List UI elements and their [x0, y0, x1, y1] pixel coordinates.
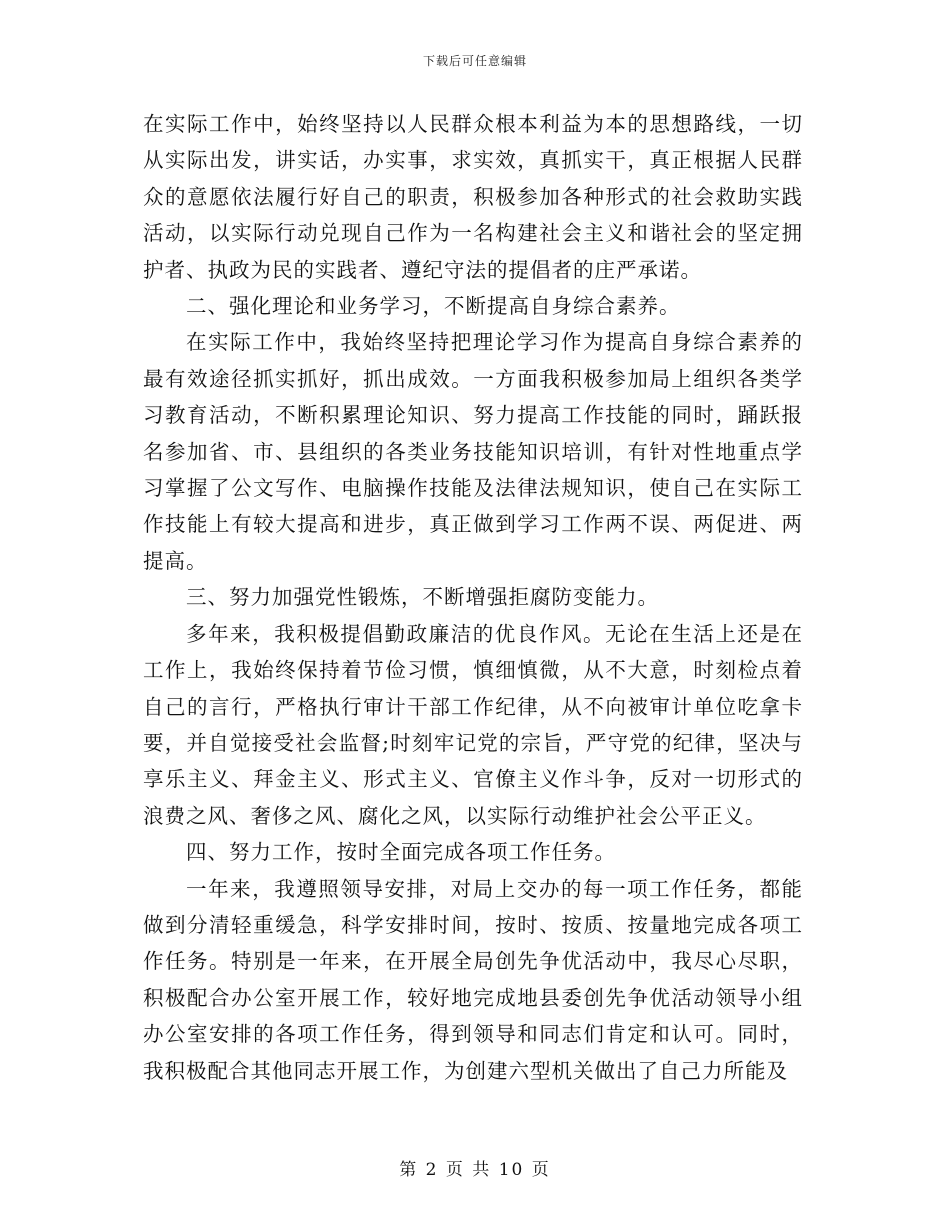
paragraph: 一年来，我遵照领导安排，对局上交办的每一项工作任务，都能做到分清轻重缓急，科学安排时间，按时、按质、按量地完成各项工作任务。特别是一年来，在开展全局创先争优活动中，我尽心尽职，积极配合办公室开展工作，较好地完成地县委创先争优活动领导小组办公室安排的各项工作任务，得到领导和同志们肯定和认可。同时，我积极配合其他同志开展工作，为创建六型机关做出了自己力所能及 — [143, 876, 803, 1083]
paragraph: 在实际工作中，始终坚持以人民群众根本利益为本的思想路线，一切从实际出发，讲实话，办实事，求实效，真抓实干，真正根据人民群众的意愿依法履行好自己的职责，积极参加各种形式的社会救助实践活动，以实际行动兑现自己作为一名构建社会主义和谐社会的坚定拥护者、执政为民的实践者、遵纪守法的提倡者的庄严承诺。 — [143, 112, 803, 282]
page-header: 下载后可任意编辑 — [422, 54, 527, 68]
page-number: 第 2 页 共 10 页 — [399, 1160, 551, 1180]
paragraph: 在实际工作中，我始终坚持把理论学习作为提高自身综合素养的最有效途径抓实抓好，抓出成效。一方面我积极参加局上组织各类学习教育活动，不断积累理论知识、努力提高工作技能的同时，踊跃报名参加省、市、县组织的各类业务技能知识培训，有针对性地重点学习掌握了公文写作、电脑操作技能及法律法规知识，使自己在实际工作技能上有较大提高和进步，真正做到学习工作两不误、两促进、两提高。 — [143, 330, 803, 573]
document-body — [143, 106, 803, 1089]
section-heading: 四、努力工作，按时全面完成各项工作任务。 — [186, 840, 617, 865]
paragraph: 多年来，我积极提倡勤政廉洁的优良作风。无论在生活上还是在工作上，我始终保持着节俭习惯，慎细慎微，从不大意，时刻检点着自己的言行，严格执行审计干部工作纪律，从不向被审计单位吃拿卡要，并自觉接受社会监督;时刻牢记党的宗旨，严守党的纪律，坚决与享乐主义、拜金主义、形式主义、官僚主义作斗争，反对一切形式的浪费之风、奢侈之风、腐化之风，以实际行动维护社会公平正义。 — [143, 621, 803, 828]
section-heading: 二、强化理论和业务学习，不断提高自身综合素养。 — [186, 294, 681, 319]
section-heading: 三、努力加强党性锻炼，不断增强拒腐防变能力。 — [186, 585, 660, 610]
